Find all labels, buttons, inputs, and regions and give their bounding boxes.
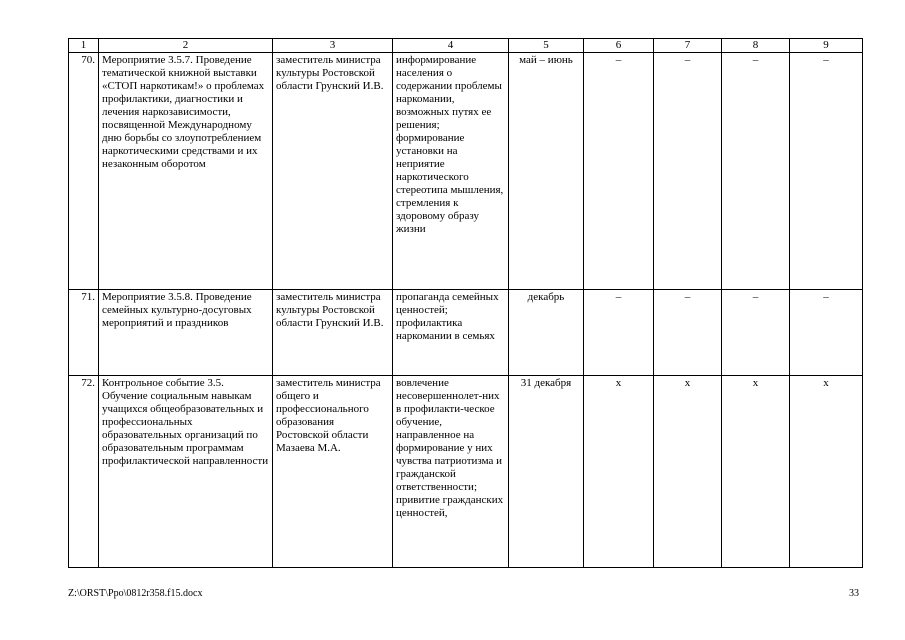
result-cell: информирование населения о содержании проблемы наркомании, возможных путях ее решения; формирование установки на неприятие наркотического стереотипа мышления, стремления к здоровому образу жизни: [393, 53, 509, 290]
col9-cell: х: [790, 376, 863, 568]
col7-cell: х: [654, 376, 722, 568]
result-cell: пропаганда семейных ценностей; профилактика наркомании в семьях: [393, 290, 509, 376]
col8-cell: –: [722, 53, 790, 290]
footer-file-path: Z:\ORST\Ppo\0812r358.f15.docx: [68, 588, 203, 599]
header-row: [69, 39, 863, 53]
header-cell-2: 2: [99, 39, 273, 53]
header-cell-7: 7: [654, 39, 722, 53]
header-cell-4: 4: [393, 39, 509, 53]
col6-cell: х: [584, 376, 654, 568]
term-cell: 31 декабря: [509, 376, 584, 568]
header-cell-6: 6: [584, 39, 654, 53]
event-cell: Мероприятие 3.5.7. Проведение тематической книжной выставки «СТОП наркотикам!» о проблемах профилактики, диагностики и лечения наркозависимости, посвященной Международному дню борьбы со злоупотреблением наркотическими средствами и их незаконным оборотом: [99, 53, 273, 290]
col7-cell: –: [654, 290, 722, 376]
page-number: 33: [849, 588, 859, 599]
col8-cell: х: [722, 376, 790, 568]
document-table: [68, 38, 863, 568]
responsible-cell: заместитель министра культуры Ростовской области Грунский И.В.: [273, 290, 393, 376]
header-cell-1: 1: [69, 39, 99, 53]
row-number: 71.: [69, 290, 99, 376]
responsible-cell: заместитель министра культуры Ростовской области Грунский И.В.: [273, 53, 393, 290]
header-cell-3: 3: [273, 39, 393, 53]
event-cell: Контрольное событие 3.5. Обучение социальным навыкам учащихся общеобразовательных и профессиональных образовательных организаций по образовательным программам профилактической направленности: [99, 376, 273, 568]
col7-cell: –: [654, 53, 722, 290]
table-row: [69, 53, 863, 290]
row-number: 70.: [69, 53, 99, 290]
term-cell: май – июнь: [509, 53, 584, 290]
result-cell: вовлечение несовершеннолет-них в профилакти-ческое обучение, направленное на формирование у них чувства патриотизма и гражданской ответственности; привитие гражданских ценностей,: [393, 376, 509, 568]
row-number: 72.: [69, 376, 99, 568]
col6-cell: –: [584, 53, 654, 290]
event-cell: Мероприятие 3.5.8. Проведение семейных культурно-досуговых мероприятий и праздников: [99, 290, 273, 376]
col9-cell: –: [790, 53, 863, 290]
header-cell-8: 8: [722, 39, 790, 53]
col9-cell: –: [790, 290, 863, 376]
responsible-cell: заместитель министра общего и профессионального образования Ростовской области Мазаева М.А.: [273, 376, 393, 568]
col8-cell: –: [722, 290, 790, 376]
table-row: [69, 290, 863, 376]
col6-cell: –: [584, 290, 654, 376]
table-row: [69, 376, 863, 568]
term-cell: декабрь: [509, 290, 584, 376]
header-cell-5: 5: [509, 39, 584, 53]
header-cell-9: 9: [790, 39, 863, 53]
